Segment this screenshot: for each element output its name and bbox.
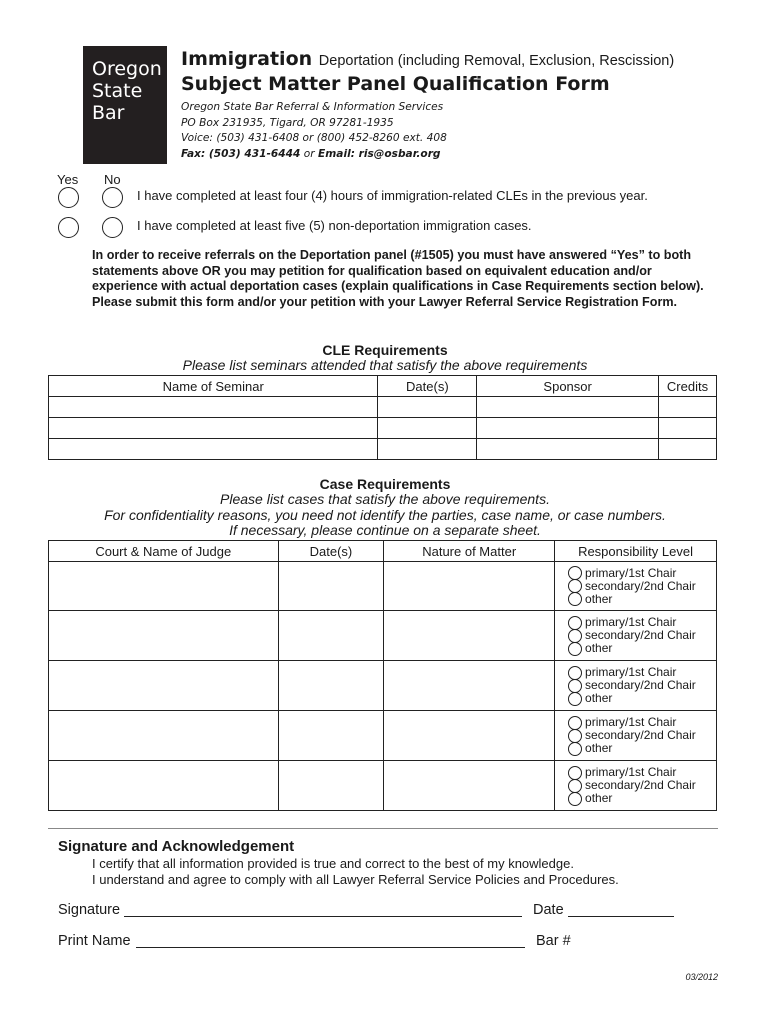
sponsor-input[interactable] — [477, 397, 659, 418]
option-label: other — [585, 691, 613, 705]
table-row — [49, 439, 717, 460]
contact-line-1: Oregon State Bar Referral & Information Services — [181, 101, 444, 113]
radio-circle[interactable] — [568, 779, 582, 793]
bar-number-label: Bar # — [536, 933, 571, 949]
option-label: other — [585, 741, 613, 755]
logo-line-2: State — [92, 80, 143, 102]
q1-yes-radio[interactable] — [58, 187, 79, 208]
option-label: other — [585, 641, 613, 655]
radio-circle[interactable] — [568, 629, 582, 643]
logo-line-3: Bar — [92, 102, 125, 124]
nature-input[interactable] — [384, 611, 555, 661]
radio-circle[interactable] — [568, 592, 582, 606]
case-title: Case Requirements — [319, 476, 451, 492]
radio-circle[interactable] — [568, 666, 582, 680]
cle-col-dates: Date(s) — [378, 376, 477, 397]
table-row — [49, 661, 717, 711]
case-header-row — [49, 541, 717, 562]
case-col-responsibility: Responsibility Level — [555, 541, 717, 562]
court-input[interactable] — [49, 562, 279, 611]
contact-fax: Fax: (503) 431-6444 — [181, 147, 301, 160]
print-name-label: Print Name — [58, 933, 131, 949]
radio-circle[interactable] — [568, 766, 582, 780]
contact-block — [181, 100, 447, 162]
contact-line-4 — [181, 147, 447, 163]
case-subtitle-3: If necessary, please continue on a separate sheet. — [229, 522, 541, 538]
responsibility-cell — [555, 611, 717, 661]
signature-field[interactable] — [124, 916, 522, 917]
seminar-input[interactable] — [49, 439, 378, 460]
date-input[interactable] — [378, 397, 477, 418]
option-other[interactable] — [568, 692, 716, 705]
credits-input[interactable] — [659, 397, 717, 418]
responsibility-cell — [555, 562, 717, 611]
case-col-nature: Nature of Matter — [384, 541, 555, 562]
form-subtitle: Subject Matter Panel Qualification Form — [181, 73, 610, 95]
case-subtitle-2: For confidentiality reasons, you need not identify the parties, case name, or case numbers. — [104, 507, 666, 523]
q2-no-radio[interactable] — [102, 217, 123, 238]
sponsor-input[interactable] — [477, 418, 659, 439]
court-input[interactable] — [49, 611, 279, 661]
option-label: other — [585, 791, 613, 805]
date-field[interactable] — [568, 916, 674, 917]
sponsor-input[interactable] — [477, 439, 659, 460]
credits-input[interactable] — [659, 418, 717, 439]
cle-table — [48, 375, 717, 460]
question-1: I have completed at least four (4) hours of immigration-related CLEs in the previous year. — [137, 188, 648, 203]
date-input[interactable] — [378, 439, 477, 460]
form-title — [181, 48, 674, 70]
radio-circle[interactable] — [568, 579, 582, 593]
option-label: secondary/2nd Chair — [585, 678, 696, 692]
acknowledgement-line-2: I understand and agree to comply with all Lawyer Referral Service Policies and Procedures. — [92, 872, 619, 887]
option-label: primary/1st Chair — [585, 715, 677, 729]
court-input[interactable] — [49, 761, 279, 811]
contact-line-3: Voice: (503) 431-6408 or (800) 452-8260 ext. 408 — [181, 132, 447, 144]
title-rest: Deportation (including Removal, Exclusion, Rescission) — [318, 53, 675, 69]
radio-circle[interactable] — [568, 616, 582, 630]
no-label: No — [104, 172, 121, 187]
cle-col-credits: Credits — [659, 376, 717, 397]
option-label: primary/1st Chair — [585, 565, 677, 580]
acknowledgement-text — [92, 856, 619, 888]
radio-circle[interactable] — [568, 742, 582, 756]
date-input[interactable] — [278, 661, 384, 711]
option-label: secondary/2nd Chair — [585, 578, 696, 593]
option-label: primary/1st Chair — [585, 665, 677, 679]
contact-or: or — [303, 147, 315, 160]
case-subtitle-1: Please list cases that satisfy the above requirements. — [220, 491, 550, 507]
option-primary[interactable] — [568, 567, 716, 580]
option-secondary[interactable] — [568, 580, 716, 593]
cle-col-seminar: Name of Seminar — [49, 376, 378, 397]
responsibility-cell — [555, 761, 717, 811]
case-table — [48, 540, 717, 811]
table-row — [49, 611, 717, 661]
table-row — [49, 562, 717, 611]
contact-email: Email: ris@osbar.org — [318, 147, 441, 160]
credits-input[interactable] — [659, 439, 717, 460]
title-bold: Immigration — [181, 48, 313, 70]
option-other[interactable] — [568, 642, 716, 655]
responsibility-cell — [555, 661, 717, 711]
option-label: secondary/2nd Chair — [585, 628, 696, 642]
table-row — [49, 397, 717, 418]
section-divider — [48, 828, 718, 829]
court-input[interactable] — [49, 661, 279, 711]
cle-col-sponsor: Sponsor — [477, 376, 659, 397]
date-input[interactable] — [278, 562, 384, 611]
case-col-court: Court & Name of Judge — [49, 541, 279, 562]
nature-input[interactable] — [384, 711, 555, 761]
cle-header-row — [49, 376, 717, 397]
option-label: other — [585, 591, 613, 606]
option-label: secondary/2nd Chair — [585, 728, 696, 742]
cle-subtitle: Please list seminars attended that satisfy the above requirements — [182, 357, 588, 373]
contact-line-2: PO Box 231935, Tigard, OR 97281-1935 — [181, 116, 394, 129]
radio-circle[interactable] — [568, 642, 582, 656]
signature-label: Signature — [58, 902, 121, 918]
date-input[interactable] — [278, 611, 384, 661]
cle-title: CLE Requirements — [322, 342, 448, 358]
date-input[interactable] — [278, 711, 384, 761]
table-row — [49, 418, 717, 439]
option-label: secondary/2nd Chair — [585, 778, 696, 792]
seminar-input[interactable] — [49, 397, 378, 418]
option-other[interactable] — [568, 593, 716, 606]
q2-yes-radio[interactable] — [58, 217, 79, 238]
yes-label: Yes — [57, 172, 79, 187]
court-input[interactable] — [49, 711, 279, 761]
acknowledgement-line-1: I certify that all information provided is true and correct to the best of my knowledge. — [92, 856, 574, 871]
print-name-field[interactable] — [136, 947, 525, 948]
table-row — [49, 711, 717, 761]
option-label: primary/1st Chair — [585, 615, 677, 629]
radio-circle[interactable] — [568, 566, 582, 580]
seminar-input[interactable] — [49, 418, 378, 439]
date-input[interactable] — [278, 761, 384, 811]
table-row — [49, 761, 717, 811]
nature-input[interactable] — [384, 661, 555, 711]
radio-circle[interactable] — [568, 679, 582, 693]
date-label: Date — [533, 902, 564, 918]
question-2: I have completed at least five (5) non-deportation immigration cases. — [137, 218, 532, 233]
form-revision-date: 03/2012 — [685, 972, 718, 982]
logo-line-1: Oregon — [92, 58, 162, 80]
oregon-state-bar-logo — [83, 46, 167, 164]
instructions: In order to receive referrals on the Deportation panel (#1505) you must have answered “Yes” to both statements above OR you may petition for qualification based on equivalent education and/or experience with actual deportation cases (explain qualifications in Case Requirements section below). Please submit this form and/or your petition with your Lawyer Referral Service Registration Form. — [92, 248, 704, 309]
option-other[interactable] — [568, 742, 716, 755]
radio-circle[interactable] — [568, 792, 582, 806]
nature-input[interactable] — [384, 761, 555, 811]
option-label: primary/1st Chair — [585, 765, 677, 779]
option-other[interactable] — [568, 792, 716, 805]
q1-no-radio[interactable] — [102, 187, 123, 208]
date-input[interactable] — [378, 418, 477, 439]
nature-input[interactable] — [384, 562, 555, 611]
case-col-dates: Date(s) — [278, 541, 384, 562]
radio-circle[interactable] — [568, 692, 582, 706]
signature-title: Signature and Acknowledgement — [58, 838, 295, 855]
responsibility-cell — [555, 711, 717, 761]
radio-circle[interactable] — [568, 729, 582, 743]
radio-circle[interactable] — [568, 716, 582, 730]
